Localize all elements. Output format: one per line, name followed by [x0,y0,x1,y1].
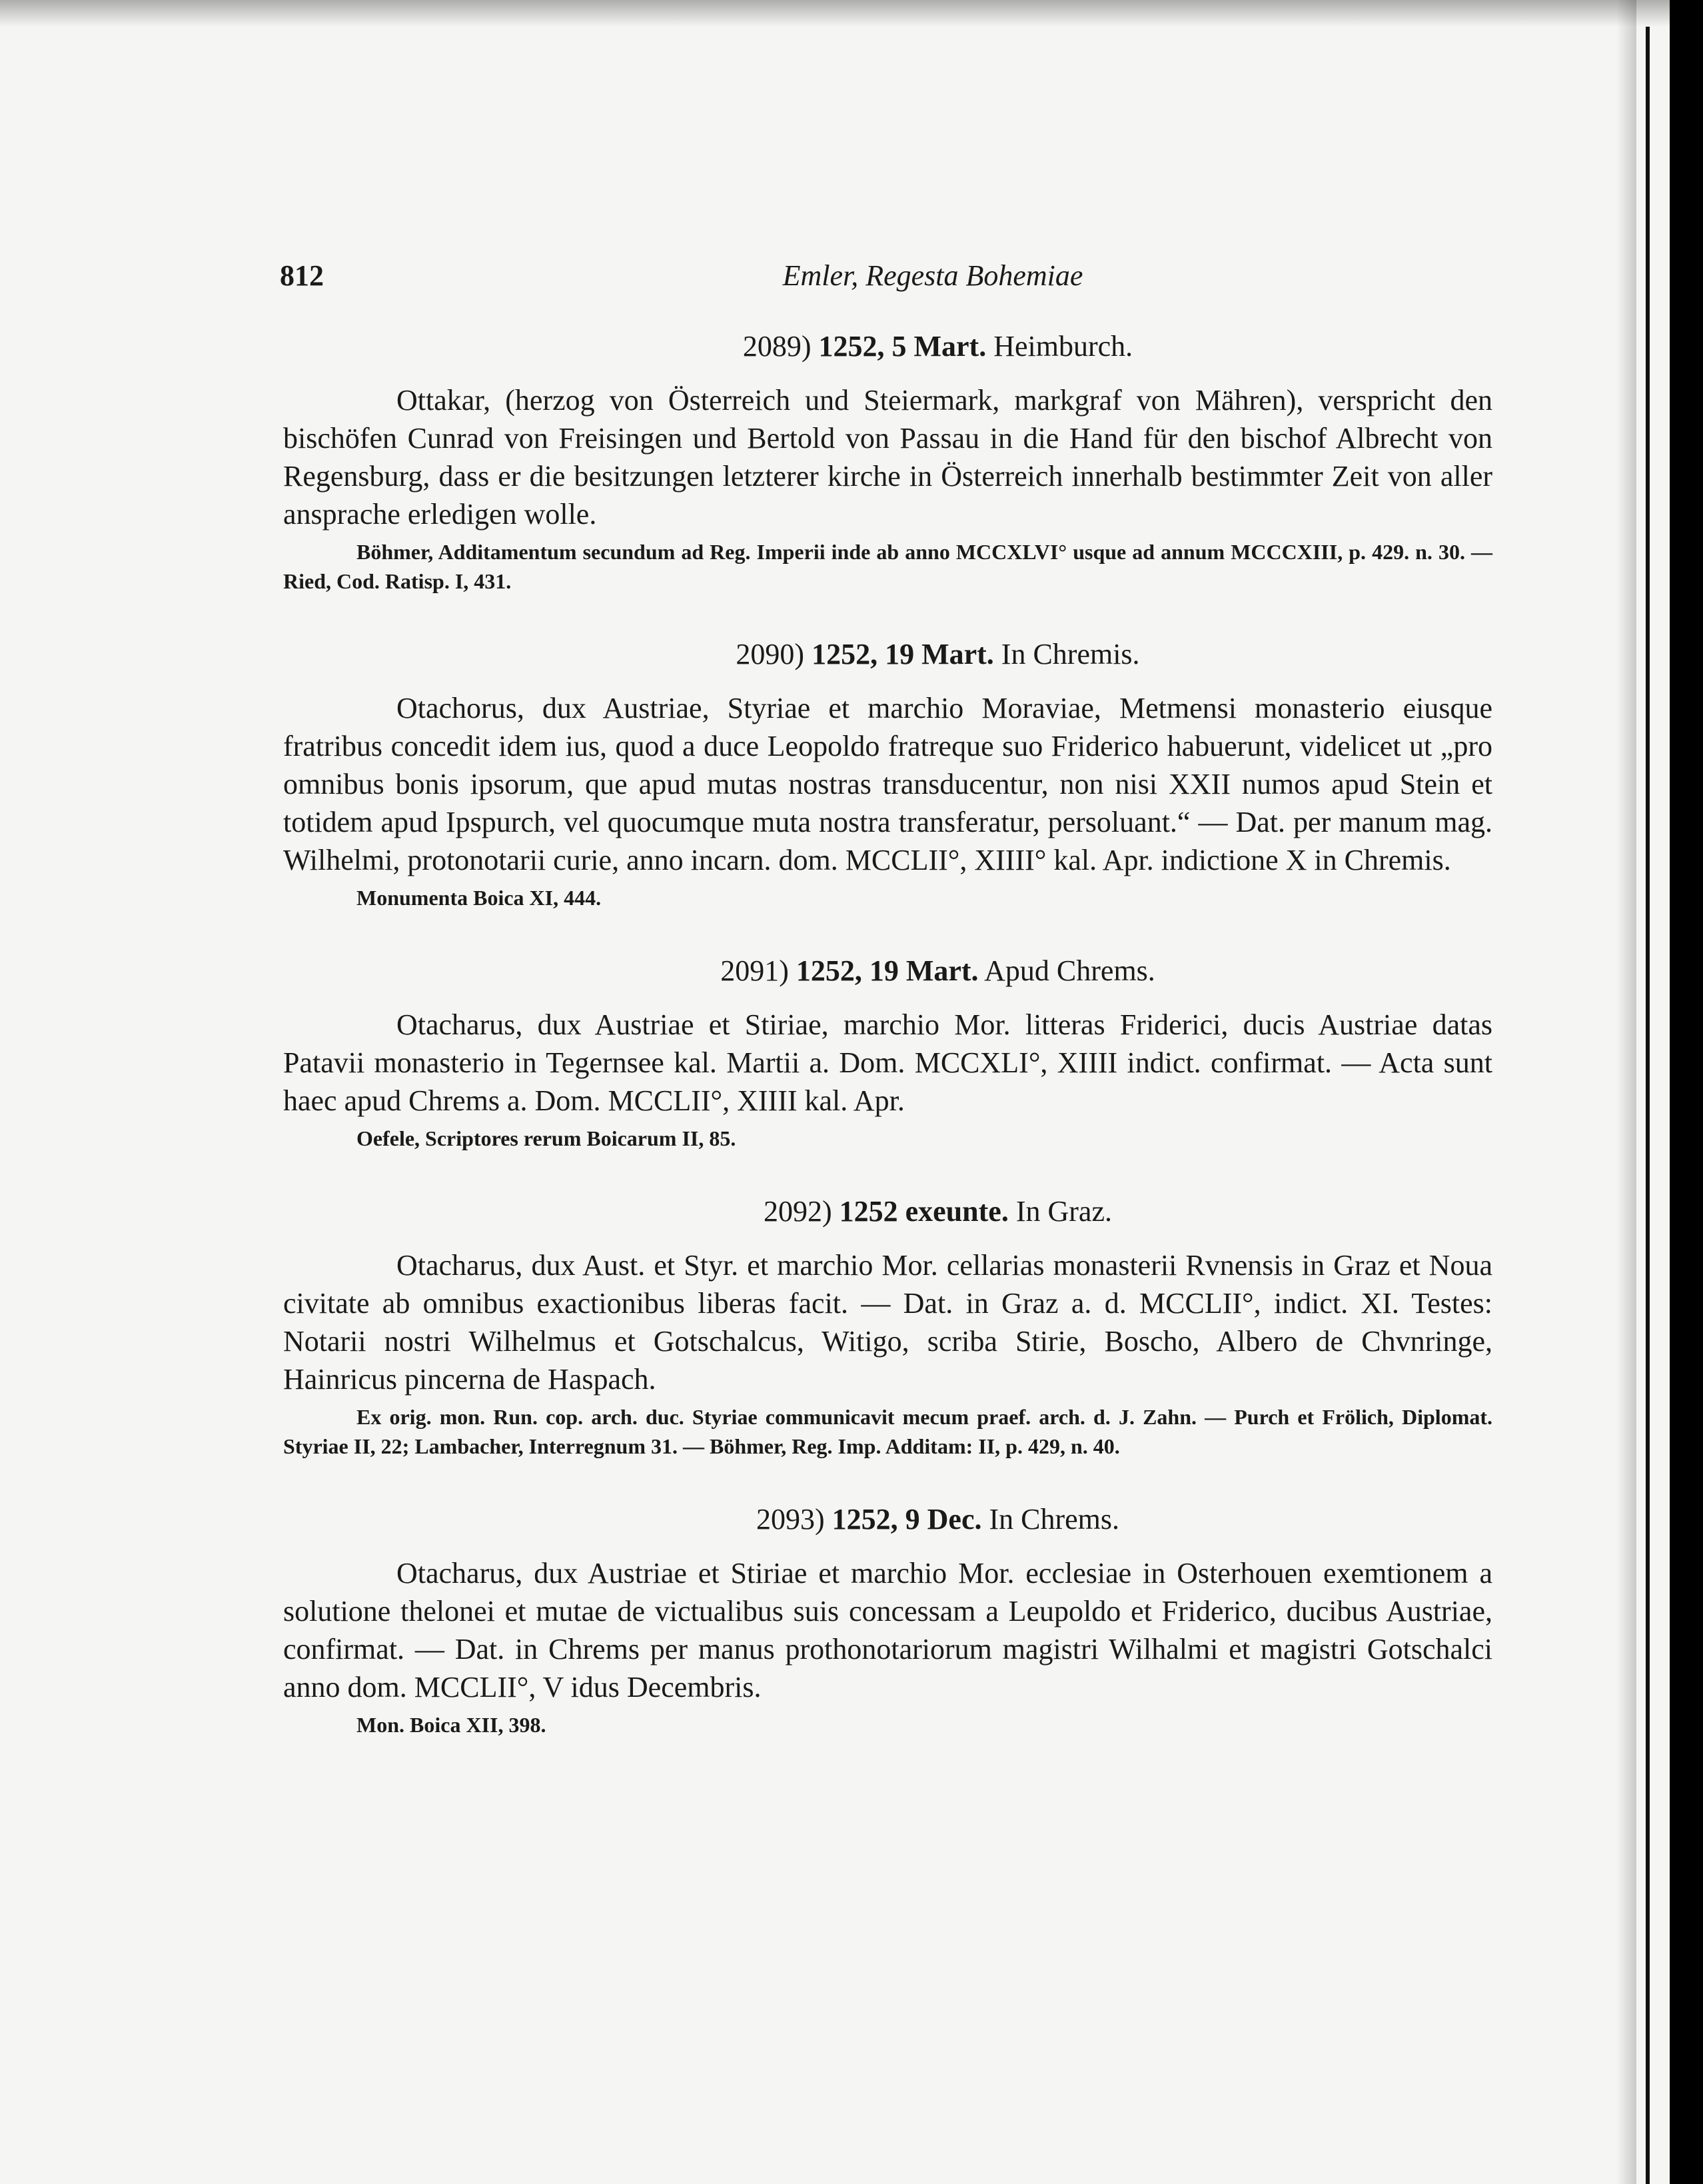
entry-date: 1252 exeunte. [839,1195,1009,1228]
entry-place: In Chrems. [989,1503,1120,1536]
entry-number: 2089) [742,330,812,363]
entry-source: Böhmer, Additamentum secundum ad Reg. Imperii inde ab anno MCCXLVI° usque ad annum MCCCXIII, p. 429. n. 30. — Ried, Cod. Ratisp. I, 431. [283,540,1492,593]
entry-date: 1252, 9 Dec. [832,1503,982,1536]
entry-number: 2093) [756,1503,825,1536]
entry-number: 2092) [764,1195,832,1228]
entry-heading [283,634,1492,674]
entry-text: Otachorus, dux Austriae, Styriae et marchio Moraviae, Metmensi monasterio eiusque fratribus concedit idem ius, quod a duce Leopoldo fratreque suo Friderico habuerunt, videlicet ut „pro omnibus bonis ipsorum, que apud mutas nostras transducentur, non nisi XXII numos apud Stein et totidem apud Ipspurch, vel quocumque muta nostra transferatur, persoluant.“ — Dat. per manum mag. Wilhelmi, protonotarii curie, anno incarn. dom. MCCLII°, XIIII° kal. Apr. indictione X in Chremis. [283,692,1492,876]
page-header [280,259,1479,305]
entry-date: 1252, 19 Mart. [812,638,994,670]
entry-place: In Graz. [1015,1195,1112,1228]
entry-source: Mon. Boica XII, 398. [356,1713,546,1737]
page-right-border [1646,27,1650,2184]
entry-text: Otacharus, dux Austriae et Stiriae et marchio Mor. ecclesiae in Osterhouen exemtionem a solutione thelonei et mutae de victualibus suis concessam a Leupoldo et Friderico, ducibus Austriae, confirmat. — Dat. in Chrems per manus prothonotariorum magistri Wilhalmi et magistri Gotschalci anno dom. MCCLII°, V idus Decembris. [283,1557,1492,1703]
entry-number: 2091) [720,954,789,987]
entry-text: Otacharus, dux Aust. et Styr. et marchio Mor. cellarias monasterii Rvnensis in Graz et Noua civitate ab omnibus exactionibus liberas facit. — Dat. in Graz a. d. MCCLII°, indict. XI. Testes: Notarii nostri Wilhelmus et Gotschalcus, Witigo, scriba Stirie, Boscho, Albero de Chvnringe, Hainricus pincerna de Haspach. [283,1249,1492,1396]
entry-text: Ottakar, (herzog von Österreich und Steiermark, markgraf von Mähren), verspricht den bischöfen Cunrad von Freisingen und Bertold von Passau in die Hand für den bischof Albrecht von Regensburg, dass er die besitzungen letzterer kirche in Österreich innerhalb bestimmter Zeit von aller ansprache erledigen wolle. [283,384,1492,531]
entry-heading [283,1192,1492,1232]
entry-date: 1252, 5 Mart. [818,330,987,363]
running-title: Emler, Regesta Bohemiae [782,259,1083,292]
entry-text: Otacharus, dux Austriae et Stiriae, marchio Mor. litteras Friderici, ducis Austriae datas Patavii monasterio in Tegernsee kal. Martii a. Dom. MCCXLI°, XIIII indict. confirmat. — Acta sunt haec apud Chrems a. Dom. MCCLII°, XIIII kal. Apr. [283,1008,1492,1117]
entry-heading [283,1500,1492,1540]
entry-source: Oefele, Scriptores rerum Boicarum II, 85. [356,1126,736,1150]
entry-place: Apud Chrems. [984,954,1155,987]
entry-2090 [283,634,1492,912]
entry-source: Monumenta Boica XI, 444. [356,886,602,910]
page-top-edge [0,0,1670,27]
page-number: 812 [280,259,324,292]
entry-heading [283,951,1492,991]
entry-number: 2090) [736,638,805,670]
page-edge-shadow [1616,0,1636,2184]
entry-2091 [283,951,1492,1153]
entry-2092 [283,1192,1492,1461]
entry-place: In Chremis. [1001,638,1140,670]
entry-2093 [283,1500,1492,1739]
entry-source: Ex orig. mon. Run. cop. arch. duc. Styriae communicavit mecum praef. arch. d. J. Zahn. — Purch et Frölich, Diplomat. Styriae II, 22; Lambacher, Interregnum 31. — Böhmer, Reg. Imp. Additam: II, p. 429, n. 40. [283,1405,1492,1458]
entry-date: 1252, 19 Mart. [796,954,979,987]
page-content [283,327,1492,1778]
entry-place: Heimburch. [993,330,1133,363]
entry-heading [283,327,1492,367]
entry-2089 [283,327,1492,596]
